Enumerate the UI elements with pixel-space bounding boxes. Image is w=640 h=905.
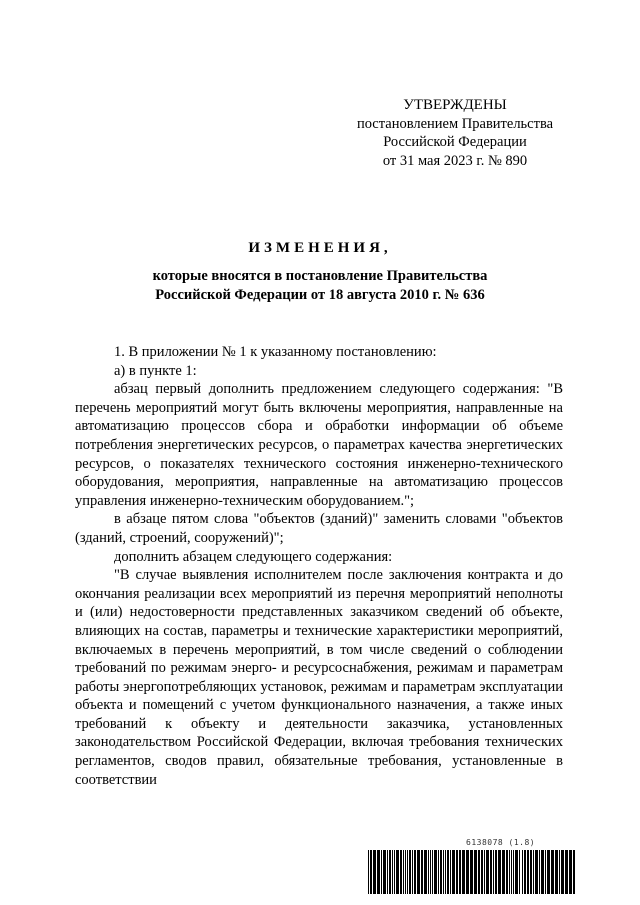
barcode-bar: [513, 850, 514, 894]
barcode-bar: [430, 850, 431, 894]
document-title: ИЗМЕНЕНИЯ,: [248, 240, 392, 256]
barcode-bar: [445, 850, 446, 894]
barcode-bar: [493, 850, 494, 894]
barcode-bar: [524, 850, 526, 894]
approval-line: Российской Федерации: [383, 134, 527, 150]
barcode-bar: [498, 850, 501, 894]
barcode-id: 6138078 (1.8): [466, 838, 536, 847]
paragraph: абзац первый дополнить предложением следующего содержания: "В перечень мероприятий могут быть включены мероприятия, направленные на автоматизацию процессов сбора и обработки информации об объеме потребления энергетических ресурсов, о параметрах качества энергетических ресурсов, о показателях технического состояния инженерно-технического оборудования, мероприятия, направленные на автоматизацию процессов управления инженерно-техническим оборудованием.";: [75, 381, 563, 509]
barcode-bar: [428, 850, 429, 894]
barcode-bar: [470, 850, 473, 894]
barcode-bar: [452, 850, 455, 894]
barcode-bar: [440, 850, 442, 894]
paragraph: в абзаце пятом слова "объектов (зданий)" заменить словами "объектов (зданий, строений, сооружений)";: [75, 511, 563, 546]
barcode-bar: [519, 850, 520, 894]
barcode-bar: [561, 850, 564, 894]
barcode-bar: [541, 850, 544, 894]
barcode-bar: [502, 850, 505, 894]
barcode-bar: [509, 850, 510, 894]
approval-line: постановлением Правительства: [356, 115, 554, 132]
paragraph: 1. В приложении № 1 к указанному постановлению:: [114, 344, 437, 360]
subtitle-line: Российской Федерации от 18 августа 2010 г. № 636: [155, 286, 485, 303]
barcode-bar: [400, 850, 402, 894]
barcode-bar: [478, 850, 480, 894]
barcode-bar: [383, 850, 386, 894]
barcode-bar: [403, 850, 404, 894]
barcode-bar: [573, 850, 575, 894]
barcode-bar: [370, 850, 372, 894]
barcode-bar: [421, 850, 423, 894]
barcode-bar: [555, 850, 558, 894]
paragraph: а) в пункте 1:: [114, 362, 197, 379]
barcode-bar: [412, 850, 413, 894]
barcode-bar: [535, 850, 538, 894]
paragraph: дополнить абзацем следующего содержания:: [114, 548, 393, 565]
barcode-bar: [424, 850, 427, 894]
barcode-bar: [474, 850, 477, 894]
barcode-bar: [394, 850, 395, 894]
barcode-bar: [495, 850, 497, 894]
barcode-bar: [506, 850, 508, 894]
barcode-bar: [459, 850, 461, 894]
barcode-bar: [484, 850, 485, 894]
barcode-bar: [547, 850, 550, 894]
barcode-bar: [466, 850, 469, 894]
barcode-bar: [387, 850, 388, 894]
barcode-bar: [438, 850, 439, 894]
barcode-bar: [405, 850, 406, 894]
barcode-bar: [381, 850, 382, 894]
barcode-bar: [432, 850, 433, 894]
barcode-bar: [486, 850, 489, 894]
barcode-bar: [527, 850, 529, 894]
barcode-bar: [396, 850, 399, 894]
approval-date-line: от 31 мая 2023 г. № 890: [382, 152, 528, 169]
barcode-bar: [377, 850, 380, 894]
barcode-bar: [392, 850, 393, 894]
barcode-bar: [539, 850, 540, 894]
approval-title: УТВЕРЖДЕНЫ: [403, 97, 507, 113]
barcode-bar: [511, 850, 512, 894]
barcode-bar: [490, 850, 492, 894]
barcode-bar: [569, 850, 572, 894]
barcode-bar: [373, 850, 376, 894]
document-subtitle: [60, 267, 580, 304]
barcode-bar: [417, 850, 420, 894]
approval-stamp: [330, 96, 580, 170]
barcode-bars: [366, 850, 578, 894]
barcode-bar: [545, 850, 546, 894]
barcode-bar: [389, 850, 391, 894]
barcode-bar: [565, 850, 568, 894]
document-body: [75, 343, 563, 789]
barcode-bar: [447, 850, 449, 894]
barcode-bar: [414, 850, 416, 894]
barcode-bar: [368, 850, 369, 894]
barcode-bar: [559, 850, 560, 894]
barcode-bar: [522, 850, 523, 894]
barcode-bar: [407, 850, 408, 894]
barcode-bar: [551, 850, 554, 894]
barcode-bar: [530, 850, 532, 894]
subtitle-line: которые вносятся в постановление Правительства: [152, 268, 488, 284]
barcode-bar: [434, 850, 437, 894]
barcode-bar: [456, 850, 458, 894]
barcode-bar: [462, 850, 465, 894]
barcode-bar: [443, 850, 444, 894]
barcode-bar: [533, 850, 534, 894]
paragraph: "В случае выявления исполнителем после заключения контракта и до окончания реализации всех мероприятий из перечня мероприятий неполноты и (или) недостоверности представленных заказчиком сведений об объекте, влияющих на состав, параметры и технические характеристики мероприятий, включаемых в перечень мероприятий, в том числе сведений о соблюдении требований по режимам энерго- и ресурсоснабжения, режимам и параметрам работы энергопотребляющих установок, режимам и параметрам эксплуатации объекта и помещений с учетом функционального назначения, а также иных требований к объекту и деятельности заказчика, установленных законодательством Российской Федерации, включая требования технических регламентов, сводов правил, обязательные требования, установленные в соответствии: [75, 567, 563, 788]
barcode: [366, 838, 578, 894]
barcode-bar: [515, 850, 518, 894]
barcode-bar: [409, 850, 411, 894]
barcode-bar: [450, 850, 451, 894]
barcode-bar: [481, 850, 483, 894]
